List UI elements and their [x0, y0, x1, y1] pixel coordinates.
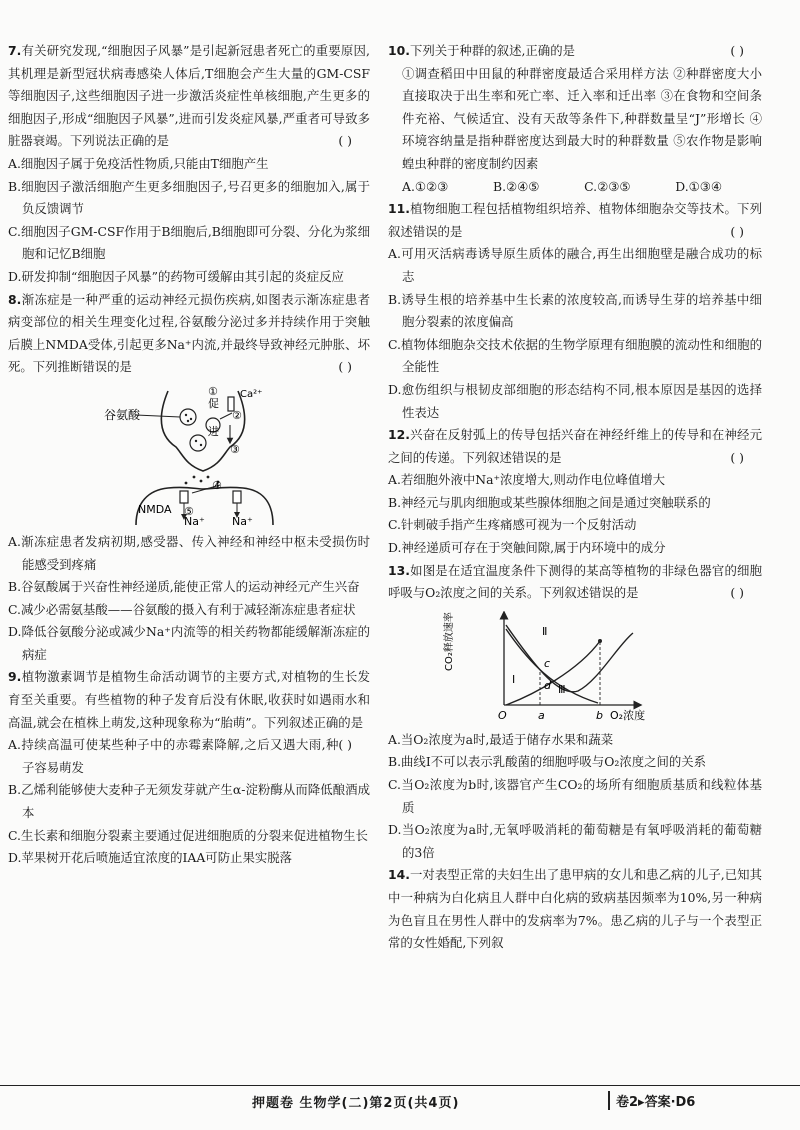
q10-number: 10. — [388, 43, 410, 58]
label-glutamate: 谷氨酸 — [104, 407, 141, 422]
q13-number: 13. — [388, 562, 410, 578]
q12-text: 兴奋在反射弧上的传导包括兴奋在神经纤维上的传导和在神经元之间的传递。下列叙述错误的是 — [388, 427, 762, 465]
synapse-figure — [8, 385, 370, 525]
respiration-figure — [388, 611, 762, 723]
q9-option-b: B.乙烯利能够使大麦种子无须发芽就产生α-淀粉酶从而降低酿酒成本 — [8, 782, 370, 821]
q8-option-b: B.谷氨酸属于兴奋性神经递质,能使正常人的运动神经元产生兴奋 — [8, 579, 360, 595]
x-axis-label: O₂浓度 — [610, 708, 646, 722]
q10-body: ①调查稻田中田鼠的种群密度最适合采用样方法 ②种群密度大小直接取决于出生率和死亡率、迁入率和迁出率 ③在食物和空间条件充裕、气候适宜、没有天敌等条件下,种群数量呈“J”形增长 ④环境容纳量是指种群密度达到最大时的种群数量 ⑤农作物是影响蝗虫种群的密度制约因素 — [402, 65, 762, 171]
label-n2: ② — [232, 408, 242, 422]
q14-text: 一对表型正常的夫妇生出了患甲病的女儿和患乙病的儿子,已知其中一种病为白化病且人群中白化病的致病基因频率为10%,另一种病为色盲且在男性人群中的发病率为7%。患乙病的儿子与一个表型正常的女性婚配,下列叙 — [388, 867, 762, 951]
footer-answer-code: 卷2▸答案·D6 — [608, 1091, 695, 1110]
label-n3: ③ — [230, 442, 240, 456]
label-nmda: NMDA — [138, 502, 172, 516]
q13-option-d: D.当O₂浓度为a时,无氧呼吸消耗的葡萄糖是有氧呼吸消耗的葡萄糖的3倍 — [388, 822, 762, 860]
b-label: b — [596, 708, 603, 722]
q9-option-c: C.生长素和细胞分裂素主要通过促进细胞质的分裂来促进植物生长 — [8, 827, 368, 843]
q13-option-b: B.曲线Ⅰ不可以表示乳酸菌的细胞呼吸与O₂浓度之间的关系 — [388, 754, 707, 770]
label-na-2: Na⁺ — [232, 514, 253, 525]
curve-iii-label: Ⅲ — [558, 682, 566, 696]
q14-number: 14. — [388, 867, 410, 883]
curve-iii — [506, 641, 600, 705]
q11-option-b: B.诱导生根的培养基中生长素的浓度较高,而诱导生芽的培养基中细胞分裂素的浓度偏高 — [388, 291, 762, 330]
curve-ii-label: Ⅱ — [542, 624, 548, 638]
d-label: d — [544, 678, 551, 692]
footer-tag — [608, 1091, 695, 1110]
q10-option-d: D.①③④ — [675, 178, 722, 194]
footer-title: 押题卷 生物学(二)第2页(共4页) — [252, 1096, 460, 1111]
q8-text: 渐冻症是一种严重的运动神经元损伤疾病,如图表示渐冻症患者病变部位的相关生理变化过程,谷氨酸分泌过多并持续作用于突触后膜上NMDA受体,引起更多Na⁺内流,并最终导致神经元肿胀、坏死。下列推断错误的是 — [8, 291, 370, 375]
question-8 — [8, 289, 370, 667]
label-promote: 促 — [208, 396, 219, 410]
q13-option-c: C.当O₂浓度为b时,该器官产生CO₂的场所有细胞质基质和线粒体基质 — [388, 777, 762, 815]
q7-option-a: A.细胞因子属于免疫活性物质,只能由T细胞产生 — [8, 155, 269, 171]
q9-option-a: A.持续高温可使某些种子中的赤霉素降解,之后又遇大雨,种子容易萌发 — [8, 737, 339, 775]
q7-option-c: C.细胞因子GM-CSF作用于B细胞后,B细胞即可分裂、分化为浆细胞和记忆B细胞 — [8, 223, 370, 262]
q14-stem — [388, 864, 762, 954]
q10-answer-paren: ( ) — [730, 43, 744, 58]
q7-answer-paren: ( ) — [338, 133, 352, 149]
q12-stem — [388, 424, 762, 469]
question-14 — [388, 864, 762, 954]
q13-answer-paren: ( ) — [730, 585, 744, 601]
q11-answer-paren: ( ) — [730, 223, 744, 239]
q8-option-a: A.渐冻症患者发病初期,感受器、传入神经和神经中枢未受损伤时能感受到疼痛 — [8, 533, 370, 572]
q9-text: 植物激素调节是植物生命活动调节的主要方式,对植物的生长发育至关重要。有些植物的种子发育后没有休眠,收获时如遇雨水和高温,就会在植株上萌发,这种现象称为“胎萌”。下列叙述正确的是 — [8, 669, 370, 730]
q9-number: 9. — [8, 669, 22, 685]
curve-i — [506, 629, 598, 703]
q10-options — [388, 176, 762, 199]
label-n1: ① — [208, 384, 218, 398]
question-9 — [8, 666, 370, 869]
q7-option-b: B.细胞因子激活细胞产生更多细胞因子,号召更多的细胞加入,属于负反馈调节 — [8, 178, 370, 217]
q7-stem — [8, 40, 370, 153]
page-footer — [0, 1085, 800, 1116]
q13-stem — [388, 560, 762, 605]
question-10 — [388, 40, 762, 198]
question-12 — [388, 424, 762, 560]
q10-option-c: C.②③⑤ — [584, 178, 631, 194]
q9-option-d: D.苹果树开花后喷施适宜浓度的IAA可防止果实脱落 — [8, 850, 293, 866]
sodium-channel — [233, 491, 241, 503]
question-13 — [388, 560, 762, 865]
q8-option-c: C.减少必需氨基酸——谷氨酸的摄入有利于减轻渐冻症患者症状 — [8, 601, 356, 617]
q11-text: 植物细胞工程包括植物组织培养、植物体细胞杂交等技术。下列叙述错误的是 — [388, 201, 762, 239]
q9-answer-paren: ( ) — [338, 737, 352, 753]
q7-text: 有关研究发现,“细胞因子风暴”是引起新冠患者死亡的重要原因,其机理是新型冠状病毒感染人体后,T细胞会产生大量的GM-CSF等细胞因子,这些细胞因子进一步激活炎症性单核细胞,产生更多的细胞因子,形成“细胞因子风暴”,进而引发炎症风暴,严重者可导致多脏器衰竭。下列说法正确的是 — [8, 43, 370, 149]
question-11 — [388, 198, 762, 424]
y-axis-label: CO₂释放速率 — [444, 611, 455, 671]
right-column — [388, 40, 762, 955]
respiration-chart — [388, 611, 762, 723]
label-calcium: Ca²⁺ — [240, 388, 263, 400]
q8-option-d: D.降低谷氨酸分泌或减少Na⁺内流等的相关药物都能缓解渐冻症的病症 — [8, 624, 370, 662]
q7-number: 7. — [8, 43, 22, 58]
q12-answer-paren: ( ) — [730, 449, 744, 465]
q10-text: 下列关于种群的叙述,正确的是 — [409, 43, 575, 58]
q10-option-b: B.②④⑤ — [492, 178, 540, 194]
q11-option-c: C.植物体细胞杂交技术依据的生物学原理有细胞膜的流动性和细胞的全能性 — [388, 336, 762, 375]
label-advance: 进 — [208, 424, 219, 438]
vesicle-1 — [180, 409, 196, 425]
q10-option-a: A.①②③ — [402, 178, 449, 194]
q11-option-a: A.可用灭活病毒诱导原生质体的融合,再生出细胞壁是融合成功的标志 — [388, 246, 762, 284]
label-n5: ⑤ — [184, 504, 194, 518]
q12-option-a: A.若细胞外液中Na⁺浓度增大,则动作电位峰值增大 — [388, 472, 666, 488]
synapse-diagram — [8, 385, 370, 525]
label-na-1: Na⁺ — [184, 514, 205, 525]
q8-answer-paren: ( ) — [338, 359, 352, 375]
q11-stem — [388, 198, 762, 243]
question-7 — [8, 40, 370, 289]
q12-number: 12. — [388, 427, 410, 443]
q12-option-d: D.神经递质可存在于突触间隙,属于内环境中的成分 — [388, 540, 666, 556]
nmda-receptor — [180, 491, 188, 503]
curve-i-label: Ⅰ — [512, 672, 516, 686]
origin-label: O — [498, 708, 507, 722]
q7-option-d: D.研发抑制“细胞因子风暴”的药物可缓解由其引起的炎症反应 — [8, 268, 344, 284]
q11-number: 11. — [388, 201, 410, 217]
label-n4: ④ — [212, 478, 222, 492]
q12-option-b: B.神经元与肌肉细胞或某些腺体细胞之间是通过突触联系的 — [388, 494, 711, 510]
q10-stem — [388, 40, 762, 63]
c-label: c — [544, 656, 551, 670]
left-column — [8, 40, 370, 870]
q12-option-c: C.针刺破手指产生疼痛感可视为一个反射活动 — [388, 517, 637, 533]
q8-stem — [8, 289, 370, 379]
q11-option-d: D.愈伤组织与根韧皮部细胞的形态结构不同,根本原因是基因的选择性表达 — [388, 381, 762, 420]
a-label: a — [538, 708, 545, 722]
q13-option-a: A.当O₂浓度为a时,最适于储存水果和蔬菜 — [388, 731, 614, 747]
q8-number: 8. — [8, 291, 22, 307]
q13-text: 如图是在适宜温度条件下测得的某高等植物的非绿色器官的细胞呼吸与O₂浓度之间的关系。下列叙述错误的是 — [388, 562, 762, 601]
q9-stem — [8, 666, 370, 753]
vesicle-2 — [190, 435, 206, 451]
curve-ii — [506, 625, 633, 692]
